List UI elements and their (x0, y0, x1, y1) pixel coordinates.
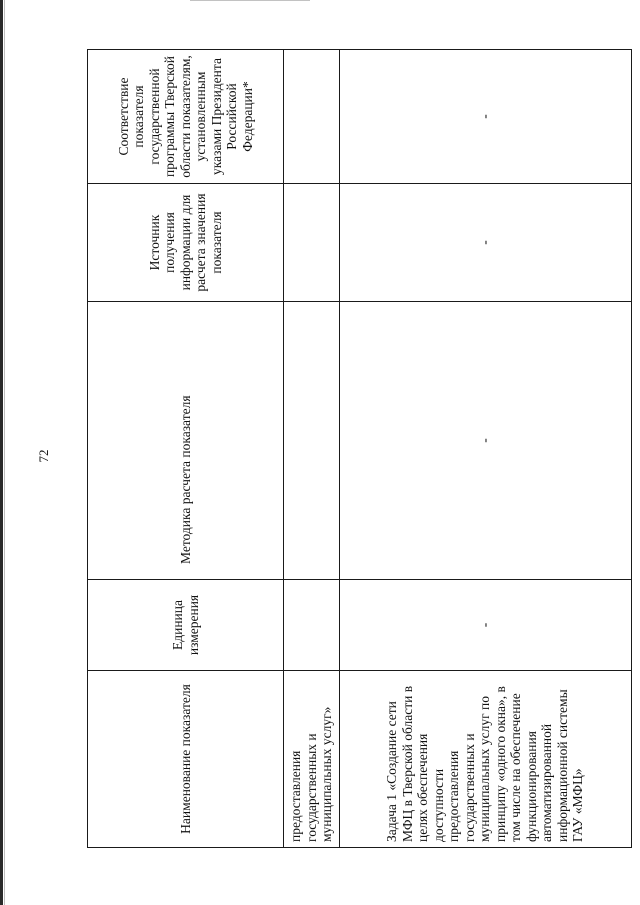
table-row (339, 50, 631, 848)
table-header-row (88, 50, 284, 848)
table-row (284, 50, 340, 848)
indicators-table (87, 49, 632, 848)
header-source: Источник получения информации для расчета значения показателя (88, 184, 284, 302)
cell-unit (284, 580, 340, 671)
cell-conformity: - (339, 50, 631, 184)
cell-name: предоставления государственных и муниципальных услуг» (284, 671, 340, 848)
scan-top-marks (190, 0, 310, 5)
cell-method: - (339, 302, 631, 580)
scan-left-edge-line (4, 0, 5, 905)
header-conformity: Соответствие показателя государственной программы Тверской области показателям, установленным указами Президента Российской Федерации* (88, 50, 284, 184)
header-unit: Единица измерения (88, 580, 284, 671)
scan-left-edge-shadow (0, 0, 3, 905)
cell-unit: - (339, 580, 631, 671)
cell-source: - (339, 184, 631, 302)
cell-conformity (284, 50, 340, 184)
header-method-label: Методика расчета показателя (177, 395, 193, 564)
cell-name: Задача 1 «Создание сети МФЦ в Тверской области в целях обеспечения доступности предоставления государственных и муниципальных услуг по принципу «одного окна», в том числе на обеспечение функционирования автоматизированной информационной системы ГАУ «МФЦ» (339, 671, 631, 848)
header-indicator-name: Наименование показателя (88, 671, 284, 848)
table-container (87, 50, 627, 848)
cell-source (284, 184, 340, 302)
cell-method (284, 302, 340, 580)
header-method (88, 302, 284, 580)
page-number: 72 (36, 449, 51, 463)
